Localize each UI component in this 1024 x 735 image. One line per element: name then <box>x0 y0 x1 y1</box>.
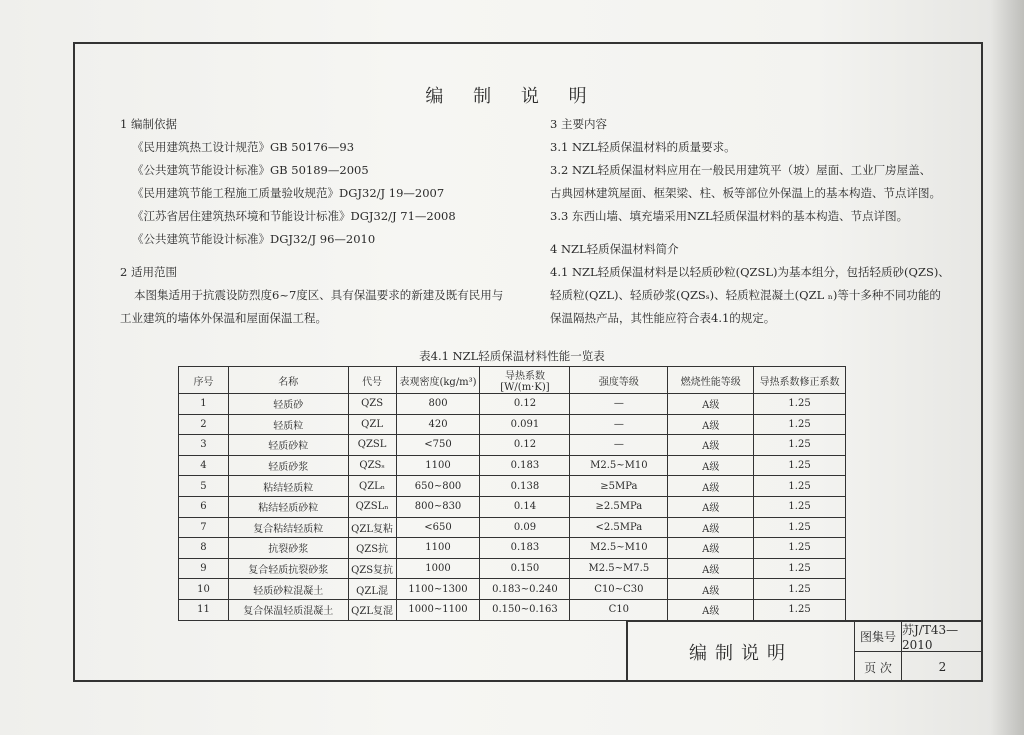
table-cell: QZSₛ <box>348 455 396 476</box>
table-cell: M2.5~M7.5 <box>570 558 668 579</box>
table-cell: 10 <box>179 579 229 600</box>
table-cell: QZS复抗 <box>348 558 396 579</box>
table-cell: QZSLₙ <box>348 496 396 517</box>
table-cell: QZL混 <box>348 579 396 600</box>
table-cell: <750 <box>396 435 480 456</box>
table-cell: A级 <box>668 414 754 435</box>
table-cell: QZL <box>348 414 396 435</box>
table-cell: 5 <box>179 476 229 497</box>
table-cell: C10~C30 <box>570 579 668 600</box>
table-row <box>179 517 846 538</box>
table-cell: A级 <box>668 558 754 579</box>
table-cell: M2.5~M10 <box>570 538 668 559</box>
standard-item: 《民用建筑热工设计规范》GB 50176—93 <box>132 140 355 154</box>
table-cell: A级 <box>668 599 754 620</box>
table-cell: C10 <box>570 599 668 620</box>
intro-line: 4.1 NZL轻质保温材料是以轻质砂粒(QZSL)为基本组分，包括轻质砂(QZS)、 <box>550 265 950 279</box>
table-cell: 0.150 <box>480 558 570 579</box>
table-cell: 复合粘结轻质粒 <box>228 517 348 538</box>
standard-item: 《公共建筑节能设计标准》GB 50189—2005 <box>132 163 369 177</box>
table-row <box>179 558 846 579</box>
table-cell: 9 <box>179 558 229 579</box>
header-cell: 代号 <box>348 367 396 394</box>
table-cell: 0.183~0.240 <box>480 579 570 600</box>
table-cell: 1100 <box>396 455 480 476</box>
table-cell: 1.25 <box>754 496 846 517</box>
title-block <box>626 620 983 682</box>
table-cell: <2.5MPa <box>570 517 668 538</box>
table-cell: QZLₙ <box>348 476 396 497</box>
table-cell: A级 <box>668 517 754 538</box>
table-cell: 1.25 <box>754 599 846 620</box>
atlas-number-label: 图集号 <box>855 622 902 652</box>
table-cell: ≥5MPa <box>570 476 668 497</box>
table-cell: 复合保温轻质混凝土 <box>228 599 348 620</box>
intro-line: 轻质粒(QZL)、轻质砂浆(QZSₛ)、轻质粒混凝土(QZL ₙ)等十多种不同功能的 <box>550 288 941 302</box>
standard-item: 《江苏省居住建筑热环境和节能设计标准》DGJ32/J 71—2008 <box>132 209 456 223</box>
table-cell: 0.12 <box>480 394 570 415</box>
table-cell: 650~800 <box>396 476 480 497</box>
table-cell: 1.25 <box>754 517 846 538</box>
table-cell: 1000~1100 <box>396 599 480 620</box>
table-cell: 1.25 <box>754 455 846 476</box>
standard-item: 《公共建筑节能设计标准》DGJ32/J 96—2010 <box>132 232 376 246</box>
table-cell: 1 <box>179 394 229 415</box>
table-cell: 3 <box>179 435 229 456</box>
table-cell: A级 <box>668 476 754 497</box>
table-cell: 0.138 <box>480 476 570 497</box>
table-cell: — <box>570 394 668 415</box>
header-cell: 名称 <box>228 367 348 394</box>
table-row <box>179 599 846 620</box>
table-cell: QZS <box>348 394 396 415</box>
table-cell: 粘结轻质粒 <box>228 476 348 497</box>
table-cell: A级 <box>668 394 754 415</box>
table-cell: 1.25 <box>754 394 846 415</box>
table-cell: 1.25 <box>754 579 846 600</box>
left-column <box>120 113 520 330</box>
table-cell: 8 <box>179 538 229 559</box>
performance-table <box>178 366 846 621</box>
table-cell: 11 <box>179 599 229 620</box>
table-cell: 1.25 <box>754 538 846 559</box>
table-cell: 800~830 <box>396 496 480 517</box>
scope-line: 本图集适用于抗震设防烈度6~7度区、具有保温要求的新建及既有民用与 <box>134 288 504 302</box>
table-cell: 1.25 <box>754 414 846 435</box>
table-row <box>179 579 846 600</box>
table-cell: ≥2.5MPa <box>570 496 668 517</box>
intro-line: 保温隔热产品，其性能应符合表4.1的规定。 <box>550 311 776 325</box>
table-cell: 0.09 <box>480 517 570 538</box>
table-cell: 轻质砂粒混凝土 <box>228 579 348 600</box>
table-cell: 0.183 <box>480 538 570 559</box>
table-row <box>179 455 846 476</box>
table-cell: 2 <box>179 414 229 435</box>
table-row <box>179 435 846 456</box>
table-row <box>179 394 846 415</box>
table-cell: 420 <box>396 414 480 435</box>
table-cell: 1100~1300 <box>396 579 480 600</box>
table-cell: 轻质砂 <box>228 394 348 415</box>
table-cell: 抗裂砂浆 <box>228 538 348 559</box>
content-line: 3.1 NZL轻质保温材料的质量要求。 <box>550 140 736 154</box>
content-line: 3.2 NZL轻质保温材料应用在一般民用建筑平（坡）屋面、工业厂房屋盖、 <box>550 163 932 177</box>
section-heading-content: 3 主要内容 <box>550 117 607 131</box>
page-edge-shadow <box>990 0 1024 735</box>
section-heading-intro: 4 NZL轻质保温材料简介 <box>550 242 679 256</box>
table-cell: A级 <box>668 455 754 476</box>
table-cell: 0.12 <box>480 435 570 456</box>
header-cell: 序号 <box>179 367 229 394</box>
table-cell: 6 <box>179 496 229 517</box>
atlas-number-value: 苏J/T43—2010 <box>902 622 983 652</box>
table-cell: 轻质砂浆 <box>228 455 348 476</box>
table-cell: 粘结轻质砂粒 <box>228 496 348 517</box>
table-cell: 0.14 <box>480 496 570 517</box>
page-number-label: 页 次 <box>855 652 902 682</box>
table-cell: QZL复粘 <box>348 517 396 538</box>
section-heading-scope: 2 适用范围 <box>120 265 177 279</box>
table-cell: 1.25 <box>754 558 846 579</box>
header-cell: 表观密度(kg/m³) <box>396 367 480 394</box>
standard-item: 《民用建筑节能工程施工质量验收规范》DGJ32/J 19—2007 <box>132 186 445 200</box>
section-heading-basis: 1 编制依据 <box>120 117 177 131</box>
table-cell: 轻质粒 <box>228 414 348 435</box>
table-header-row <box>179 367 846 394</box>
table-cell: QZS抗 <box>348 538 396 559</box>
table-cell: 4 <box>179 455 229 476</box>
header-cell: 燃烧性能等级 <box>668 367 754 394</box>
table-cell: A级 <box>668 579 754 600</box>
table-cell: 轻质砂粒 <box>228 435 348 456</box>
table-cell: 1.25 <box>754 435 846 456</box>
scope-line: 工业建筑的墙体外保温和屋面保温工程。 <box>120 311 327 325</box>
right-column <box>550 113 950 330</box>
table-cell: 1000 <box>396 558 480 579</box>
table-cell: 7 <box>179 517 229 538</box>
table-cell: A级 <box>668 435 754 456</box>
table-cell: QZL复混 <box>348 599 396 620</box>
table-cell: — <box>570 435 668 456</box>
table-row <box>179 538 846 559</box>
title-block-name: 编制说明 <box>628 622 855 682</box>
table-cell: 0.150~0.163 <box>480 599 570 620</box>
table-cell: 0.091 <box>480 414 570 435</box>
header-cell: 导热系数修正系数 <box>754 367 846 394</box>
content-line: 3.3 东西山墙、填充墙采用NZL轻质保温材料的基本构造、节点详图。 <box>550 209 909 223</box>
page-title: 编 制 说 明 <box>425 86 599 107</box>
content-line: 古典园林建筑屋面、框架梁、柱、板等部位外保温上的基本构造、节点详图。 <box>550 186 941 200</box>
table-cell: 1100 <box>396 538 480 559</box>
table-row <box>179 414 846 435</box>
header-cell: 强度等级 <box>570 367 668 394</box>
table-cell: 1.25 <box>754 476 846 497</box>
table-cell: 复合轻质抗裂砂浆 <box>228 558 348 579</box>
table-cell: <650 <box>396 517 480 538</box>
table-caption: 表4.1 NZL轻质保温材料性能一览表 <box>419 349 605 363</box>
table-row <box>179 496 846 517</box>
table-cell: 800 <box>396 394 480 415</box>
table-cell: QZSL <box>348 435 396 456</box>
table-cell: A级 <box>668 538 754 559</box>
page-number-value: 2 <box>938 660 947 674</box>
table-cell: 0.183 <box>480 455 570 476</box>
table-cell: A级 <box>668 496 754 517</box>
header-cell: 导热系数[W/(m·K)] <box>480 367 570 394</box>
table-cell: — <box>570 414 668 435</box>
table-row <box>179 476 846 497</box>
table-cell: M2.5~M10 <box>570 455 668 476</box>
